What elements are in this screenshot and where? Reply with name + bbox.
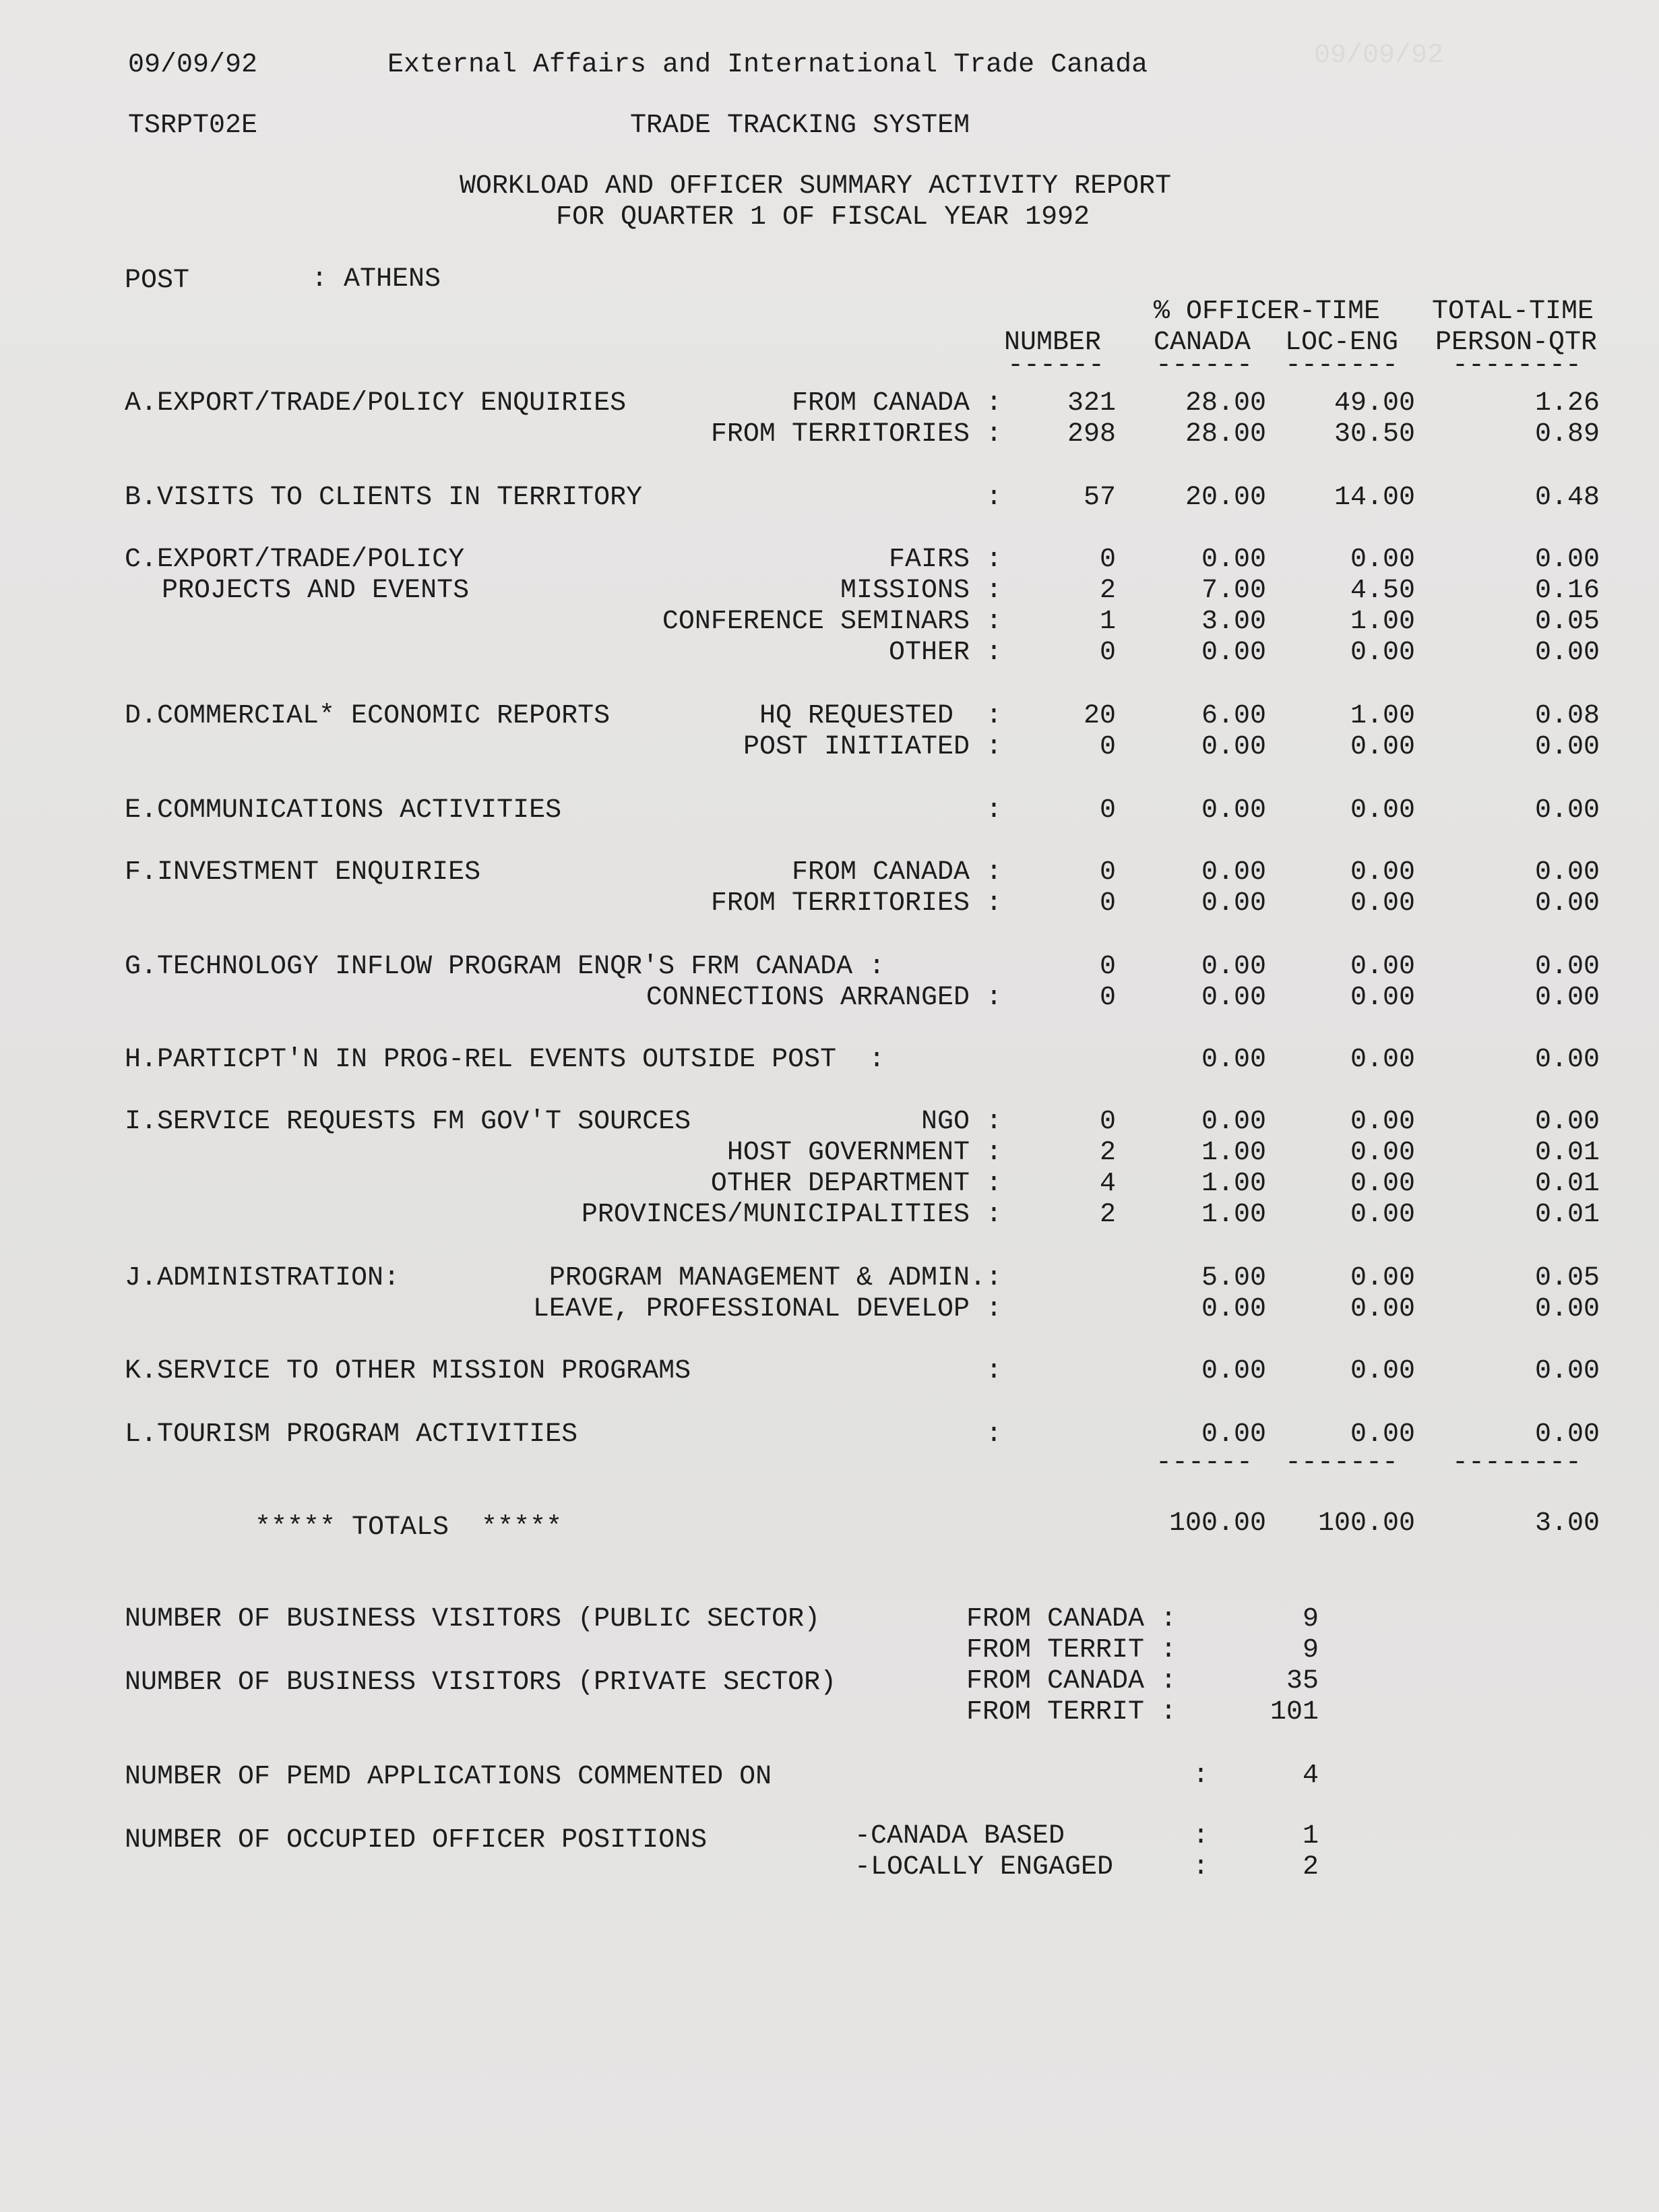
- section-c-row-label: MISSIONS :: [840, 576, 1002, 606]
- business-visitors-public-label: NUMBER OF BUSINESS VISITORS (PUBLIC SECTOR): [125, 1604, 821, 1634]
- totals-canada: 100.00: [1168, 1508, 1266, 1539]
- post-label: POST: [125, 266, 190, 296]
- col-header-total-time: TOTAL-TIME: [1432, 297, 1594, 327]
- section-c-loceng: 0.00: [1350, 638, 1415, 668]
- section-i-row-label: NGO :: [920, 1107, 1002, 1137]
- section-g-person-qtr: 0.00: [1534, 983, 1600, 1013]
- from-canada-label: FROM CANADA :: [966, 1604, 1177, 1634]
- section-j-person-qtr: 0.05: [1534, 1263, 1600, 1293]
- section-e-number: 0: [1099, 795, 1116, 826]
- section-f-canada: 0.00: [1201, 888, 1266, 919]
- section-g-canada: 0.00: [1201, 952, 1266, 982]
- section-g-number: 0: [1099, 983, 1116, 1013]
- section-j-canada: 0.00: [1201, 1294, 1266, 1324]
- section-c-person-qtr: 0.05: [1534, 607, 1600, 637]
- col-header-loc-eng: LOC-ENG: [1285, 328, 1399, 358]
- section-f-person-qtr: 0.00: [1534, 888, 1600, 919]
- section-c-loceng: 4.50: [1350, 576, 1415, 606]
- section-c-canada: 0.00: [1201, 638, 1266, 668]
- section-d-canada: 6.00: [1201, 701, 1266, 731]
- section-e-person-qtr: 0.00: [1534, 795, 1600, 826]
- pemd-applications-value: 4: [1302, 1760, 1319, 1791]
- col-underline-canada: ------: [1156, 350, 1253, 381]
- section-c-canada: 3.00: [1201, 607, 1266, 637]
- section-a-number: 298: [1067, 419, 1116, 450]
- section-b-title: B.VISITS TO CLIENTS IN TERRITORY: [125, 483, 643, 513]
- section-e-colon: :: [985, 795, 1002, 826]
- section-c-canada: 7.00: [1201, 576, 1266, 606]
- section-k-colon: :: [985, 1356, 1002, 1386]
- from-territ-label: FROM TERRIT :: [966, 1635, 1177, 1665]
- section-i-canada: 0.00: [1201, 1107, 1266, 1137]
- col-header-canada: CANADA: [1154, 328, 1251, 358]
- section-a-canada: 28.00: [1185, 388, 1266, 419]
- totals-label: ***** TOTALS *****: [255, 1512, 563, 1543]
- section-k-person-qtr: 0.00: [1534, 1356, 1600, 1386]
- section-c-number: 0: [1099, 545, 1116, 575]
- bleed-through-text: 09/09/92: [1314, 40, 1444, 71]
- section-e-loceng: 0.00: [1350, 795, 1415, 826]
- section-l-canada: 0.00: [1201, 1419, 1266, 1450]
- section-b-number: 57: [1083, 483, 1116, 513]
- business-visitors-private-label: NUMBER OF BUSINESS VISITORS (PRIVATE SECTOR): [125, 1667, 837, 1698]
- section-i-loceng: 0.00: [1350, 1107, 1415, 1137]
- private-from-canada-value: 35: [1286, 1666, 1319, 1696]
- section-f-loceng: 0.00: [1350, 888, 1415, 919]
- col-header-number: NUMBER: [1004, 328, 1102, 358]
- section-a-canada: 28.00: [1185, 419, 1266, 450]
- section-d-title: D.COMMERCIAL* ECONOMIC REPORTS: [125, 701, 611, 731]
- locally-engaged-label: -LOCALLY ENGAGED: [854, 1852, 1114, 1882]
- section-i-loceng: 0.00: [1350, 1169, 1415, 1199]
- section-h-title: H.PARTICPT'N IN PROG-REL EVENTS OUTSIDE POST :: [125, 1045, 885, 1075]
- section-j-title: J.ADMINISTRATION:: [125, 1263, 400, 1293]
- section-i-canada: 1.00: [1201, 1200, 1266, 1230]
- section-j-canada: 5.00: [1201, 1263, 1266, 1293]
- report-id: TSRPT02E: [128, 111, 258, 141]
- section-f-number: 0: [1099, 888, 1116, 919]
- report-date: 09/09/92: [128, 50, 258, 80]
- section-c-person-qtr: 0.00: [1534, 638, 1600, 668]
- section-c-canada: 0.00: [1201, 545, 1266, 575]
- section-f-row-label: FROM TERRITORIES :: [710, 888, 1002, 919]
- locally-engaged-value: 2: [1302, 1852, 1319, 1882]
- locally-engaged-colon: :: [1193, 1852, 1210, 1882]
- section-i-row-label: HOST GOVERNMENT :: [726, 1138, 1002, 1168]
- section-k-loceng: 0.00: [1350, 1356, 1415, 1386]
- section-i-title: I.SERVICE REQUESTS FM GOV'T SOURCES: [125, 1107, 691, 1137]
- section-c-row-label: CONFERENCE SEMINARS :: [662, 607, 1002, 637]
- section-c-title: C.EXPORT/TRADE/POLICY: [125, 545, 465, 575]
- section-c-person-qtr: 0.16: [1534, 576, 1600, 606]
- section-l-title: L.TOURISM PROGRAM ACTIVITIES: [125, 1419, 578, 1450]
- section-a-loceng: 49.00: [1334, 388, 1415, 419]
- section-d-loceng: 1.00: [1350, 701, 1415, 731]
- section-c-loceng: 1.00: [1350, 607, 1415, 637]
- totals-underline-canada: ------: [1156, 1448, 1253, 1478]
- section-f-canada: 0.00: [1201, 857, 1266, 888]
- section-d-number: 0: [1099, 732, 1116, 762]
- section-f-row-label: FROM CANADA :: [791, 857, 1002, 888]
- section-b-colon: :: [985, 483, 1002, 513]
- private-from-territ-value: 101: [1270, 1697, 1319, 1727]
- section-i-person-qtr: 0.01: [1534, 1138, 1600, 1168]
- section-i-row-label: PROVINCES/MUNICIPALITIES :: [581, 1200, 1002, 1230]
- section-i-canada: 1.00: [1201, 1138, 1266, 1168]
- section-c-subtitle: PROJECTS AND EVENTS: [162, 576, 470, 606]
- section-d-number: 20: [1083, 701, 1116, 731]
- totals-underline-person-qtr: --------: [1452, 1448, 1582, 1478]
- section-g-person-qtr: 0.00: [1534, 952, 1600, 982]
- report-title: WORKLOAD AND OFFICER SUMMARY ACTIVITY REPORT: [460, 171, 1172, 202]
- canada-based-label: -CANADA BASED: [854, 1821, 1065, 1851]
- section-h-person-qtr: 0.00: [1534, 1045, 1600, 1075]
- section-j-loceng: 0.00: [1350, 1263, 1415, 1293]
- from-canada-label: FROM CANADA :: [966, 1666, 1177, 1696]
- post-value: : ATHENS: [311, 264, 441, 295]
- public-from-canada-value: 9: [1302, 1604, 1319, 1634]
- section-d-loceng: 0.00: [1350, 732, 1415, 762]
- section-h-loceng: 0.00: [1350, 1045, 1415, 1075]
- section-e-canada: 0.00: [1201, 795, 1266, 826]
- section-h-canada: 0.00: [1201, 1045, 1266, 1075]
- canada-based-value: 1: [1302, 1821, 1319, 1851]
- section-b-loceng: 14.00: [1334, 483, 1415, 513]
- section-f-person-qtr: 0.00: [1534, 857, 1600, 888]
- section-a-row-label: FROM CANADA :: [791, 388, 1002, 419]
- from-territ-label: FROM TERRIT :: [966, 1697, 1177, 1727]
- section-i-row-label: OTHER DEPARTMENT :: [710, 1169, 1002, 1199]
- section-k-title: K.SERVICE TO OTHER MISSION PROGRAMS: [125, 1356, 691, 1386]
- section-l-loceng: 0.00: [1350, 1419, 1415, 1450]
- totals-underline-loc-eng: -------: [1285, 1448, 1399, 1478]
- section-i-loceng: 0.00: [1350, 1138, 1415, 1168]
- section-c-number: 1: [1099, 607, 1116, 637]
- section-a-number: 321: [1067, 388, 1116, 419]
- section-d-row-label: POST INITIATED :: [743, 732, 1002, 762]
- section-i-number: 2: [1099, 1200, 1116, 1230]
- col-underline-number: ------: [1007, 350, 1105, 381]
- organization-name: External Affairs and International Trade Canada: [387, 50, 1148, 80]
- section-l-person-qtr: 0.00: [1534, 1419, 1600, 1450]
- col-underline-person-qtr: --------: [1452, 350, 1582, 381]
- section-a-title: A.EXPORT/TRADE/POLICY ENQUIRIES: [125, 388, 627, 419]
- system-name: TRADE TRACKING SYSTEM: [630, 111, 970, 141]
- section-i-person-qtr: 0.01: [1534, 1169, 1600, 1199]
- section-j-loceng: 0.00: [1350, 1294, 1415, 1324]
- occupied-positions-label: NUMBER OF OCCUPIED OFFICER POSITIONS: [125, 1825, 708, 1855]
- section-c-number: 2: [1099, 576, 1116, 606]
- section-b-person-qtr: 0.48: [1534, 483, 1600, 513]
- public-from-territ-value: 9: [1302, 1635, 1319, 1665]
- totals-person-qtr: 3.00: [1534, 1508, 1600, 1539]
- section-c-person-qtr: 0.00: [1534, 545, 1600, 575]
- section-j-person-qtr: 0.00: [1534, 1294, 1600, 1324]
- section-f-number: 0: [1099, 857, 1116, 888]
- section-c-row-label: OTHER :: [888, 638, 1002, 668]
- section-i-person-qtr: 0.00: [1534, 1107, 1600, 1137]
- section-g-canada: 0.00: [1201, 983, 1266, 1013]
- section-b-canada: 20.00: [1185, 483, 1266, 513]
- section-i-number: 2: [1099, 1138, 1116, 1168]
- section-g-number: 0: [1099, 952, 1116, 982]
- section-l-colon: :: [985, 1419, 1002, 1450]
- section-d-person-qtr: 0.08: [1534, 701, 1600, 731]
- section-c-row-label: FAIRS :: [888, 545, 1002, 575]
- col-header-pct-officer-time: % OFFICER-TIME: [1154, 297, 1381, 327]
- totals-loceng: 100.00: [1317, 1508, 1415, 1539]
- section-j-row-label: LEAVE, PROFESSIONAL DEVELOP :: [532, 1294, 1002, 1324]
- section-d-person-qtr: 0.00: [1534, 732, 1600, 762]
- section-c-loceng: 0.00: [1350, 545, 1415, 575]
- section-d-row-label: HQ REQUESTED :: [759, 701, 1002, 731]
- section-j-row-label: PROGRAM MANAGEMENT & ADMIN.:: [549, 1263, 1002, 1293]
- col-header-person-qtr: PERSON-QTR: [1435, 328, 1598, 358]
- section-a-row-label: FROM TERRITORIES :: [710, 419, 1002, 450]
- section-i-canada: 1.00: [1201, 1169, 1266, 1199]
- section-i-loceng: 0.00: [1350, 1200, 1415, 1230]
- section-g-row-label: CONNECTIONS ARRANGED :: [646, 983, 1002, 1013]
- report-subtitle: FOR QUARTER 1 OF FISCAL YEAR 1992: [556, 202, 1090, 233]
- section-g-loceng: 0.00: [1350, 952, 1415, 982]
- pemd-applications-label: NUMBER OF PEMD APPLICATIONS COMMENTED ON: [125, 1762, 772, 1792]
- section-i-number: 4: [1099, 1169, 1116, 1199]
- section-i-number: 0: [1099, 1107, 1116, 1137]
- col-underline-loc-eng: -------: [1285, 350, 1399, 381]
- section-a-person-qtr: 0.89: [1534, 419, 1600, 450]
- section-k-canada: 0.00: [1201, 1356, 1266, 1386]
- section-i-person-qtr: 0.01: [1534, 1200, 1600, 1230]
- section-f-loceng: 0.00: [1350, 857, 1415, 888]
- pemd-colon: :: [1193, 1760, 1210, 1791]
- section-f-title: F.INVESTMENT ENQUIRIES: [125, 857, 481, 888]
- section-a-person-qtr: 1.26: [1534, 388, 1600, 419]
- section-a-loceng: 30.50: [1334, 419, 1415, 450]
- canada-based-colon: :: [1193, 1821, 1210, 1851]
- section-c-number: 0: [1099, 638, 1116, 668]
- section-g-loceng: 0.00: [1350, 983, 1415, 1013]
- section-d-canada: 0.00: [1201, 732, 1266, 762]
- section-e-title: E.COMMUNICATIONS ACTIVITIES: [125, 795, 562, 826]
- section-g-title: G.TECHNOLOGY INFLOW PROGRAM ENQR'S FRM CANADA :: [125, 952, 885, 982]
